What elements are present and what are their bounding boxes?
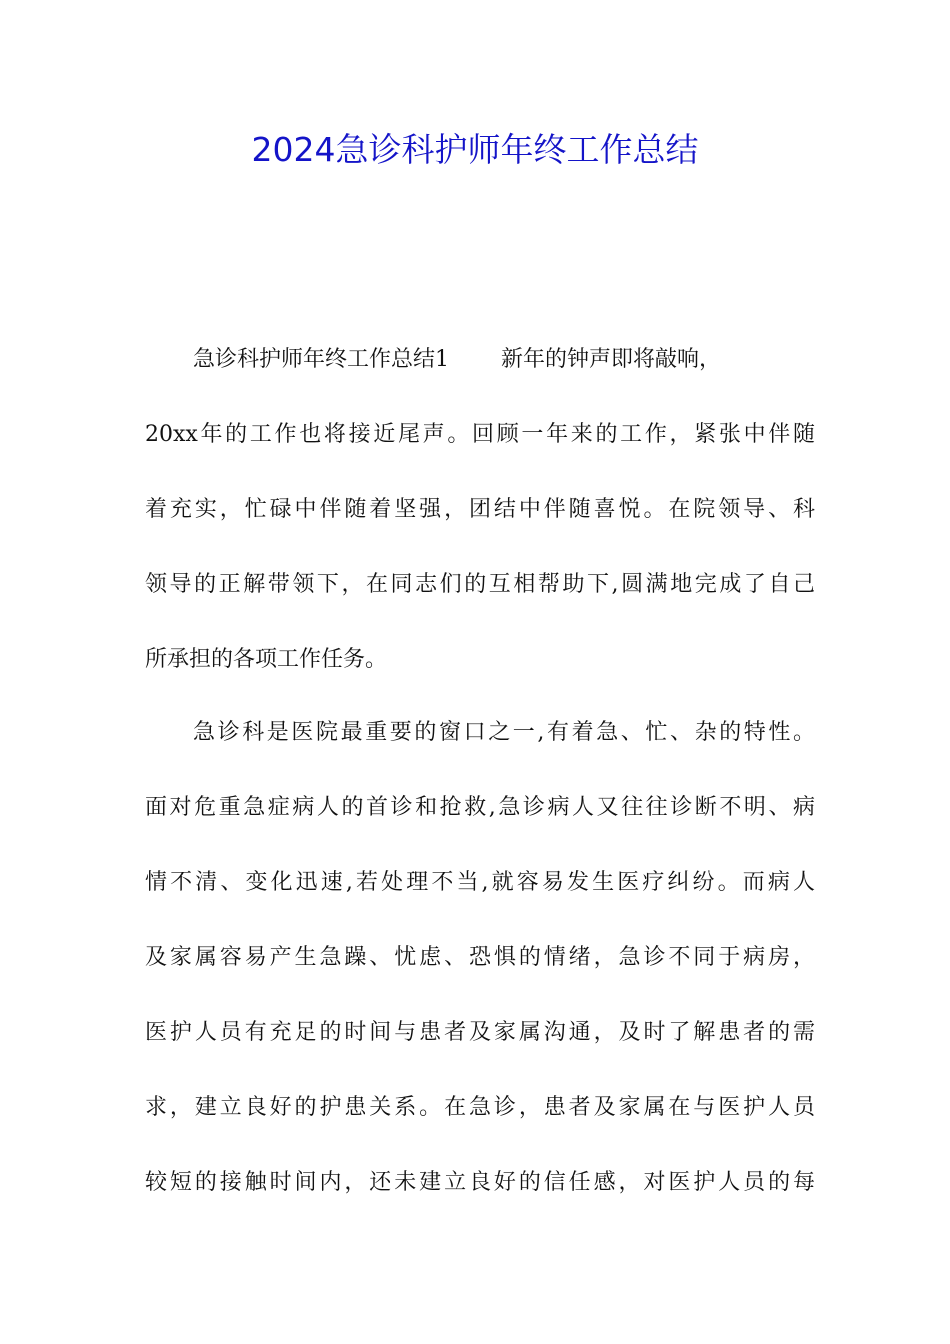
paragraph-2-line-7: 较短的接触时间内，还未建立良好的信任感，对医护人员的每 — [145, 1170, 815, 1195]
paragraph-2-line-5: 医护人员有充足的时间与患者及家属沟通，及时了解患者的需 — [145, 1020, 815, 1045]
paragraph-2-line-2: 面对危重急症病人的首诊和抢救,急诊病人又往往诊断不明、病 — [145, 795, 815, 820]
paragraph-2-line-1: 急诊科是医院最重要的窗口之一,有着急、忙、杂的特性。 — [193, 720, 815, 745]
paragraph-1-line-3: 着充实，忙碌中伴随着坚强，团结中伴随喜悦。在院领导、科 — [145, 497, 815, 522]
paragraph-1-line-5: 所承担的各项工作任务。 — [145, 647, 388, 672]
paragraph-2-line-3: 情不清、变化迅速,若处理不当,就容易发生医疗纠纷。而病人 — [145, 870, 815, 895]
paragraph-1-line-1-text: 新年的钟声即将敲响， — [501, 347, 722, 372]
document-title: 2024急诊科护师年终工作总结 — [251, 130, 699, 169]
paragraph-2-line-4: 及家属容易产生急躁、忧虑、恐惧的情绪，急诊不同于病房， — [145, 945, 815, 970]
paragraph-1-line-4: 领导的正解带领下，在同志们的互相帮助下,圆满地完成了自己 — [145, 572, 815, 597]
paragraph-2-line-6: 求，建立良好的护患关系。在急诊，患者及家属在与医护人员 — [145, 1095, 815, 1120]
section-heading: 急诊科护师年终工作总结1 — [193, 347, 449, 372]
paragraph-1-line-2: 20xx年的工作也将接近尾声。回顾一年来的工作，紧张中伴随 — [145, 422, 815, 447]
paragraph-1-first-line — [193, 345, 815, 375]
